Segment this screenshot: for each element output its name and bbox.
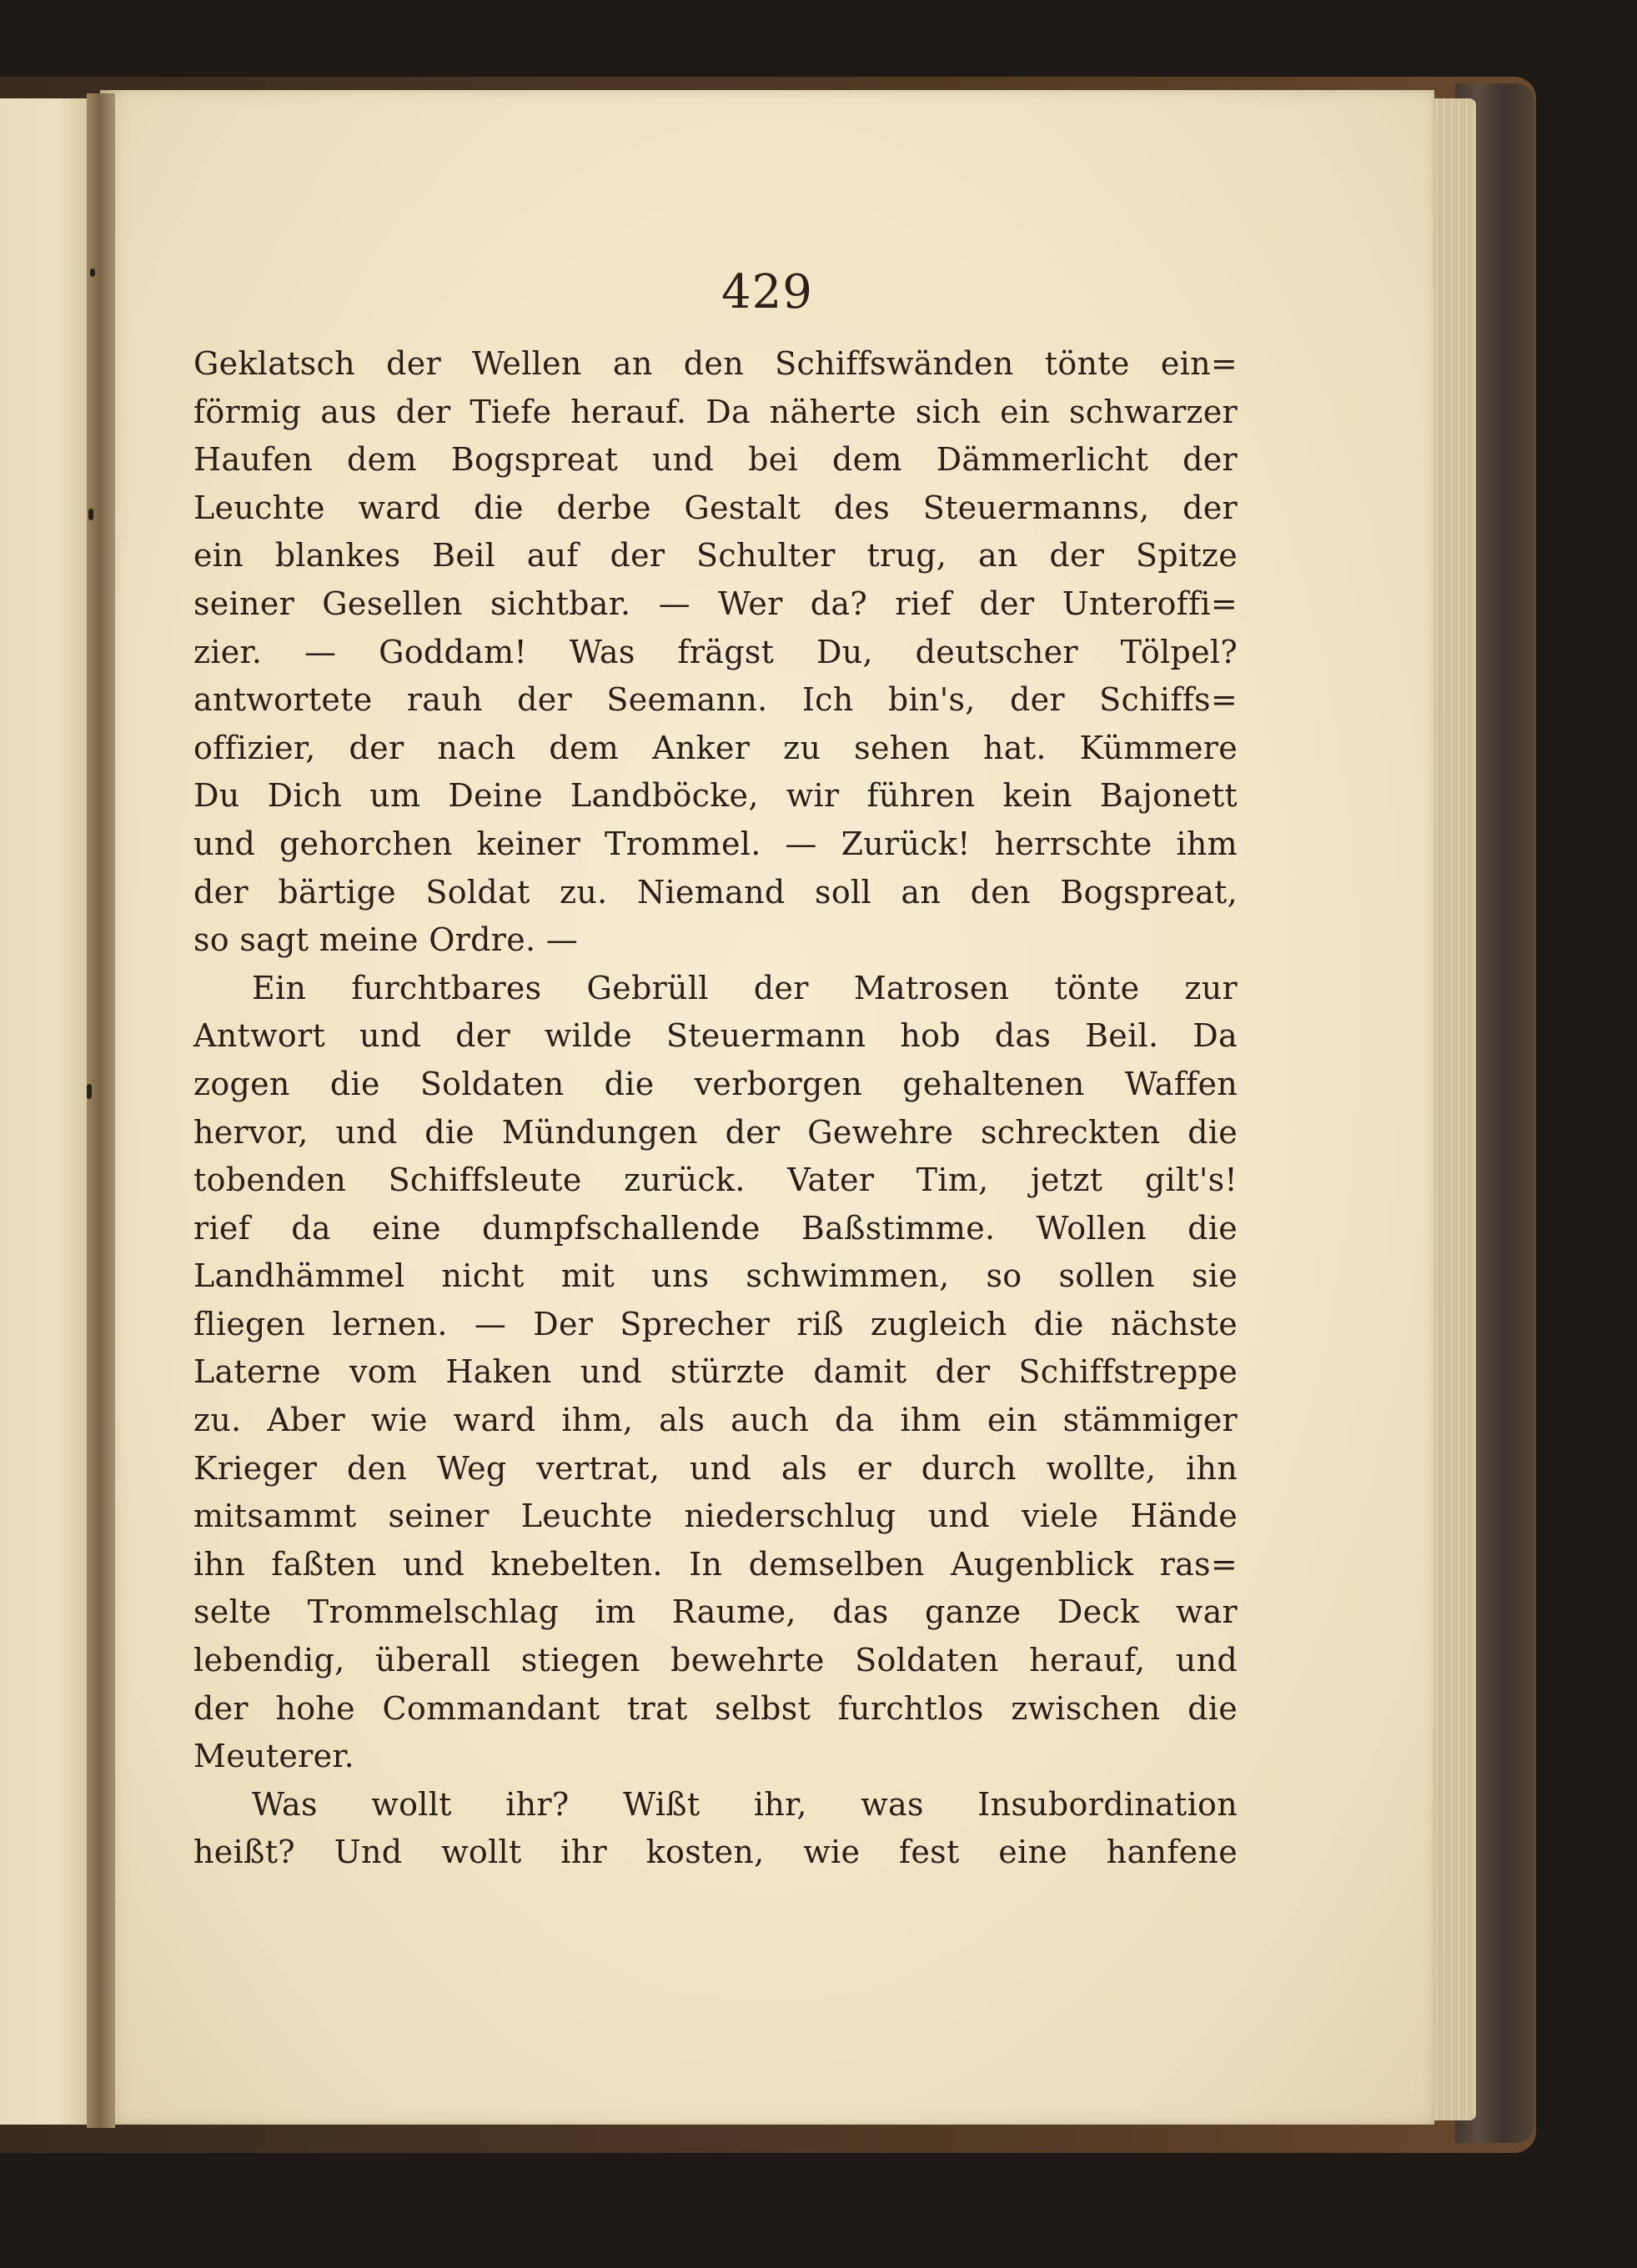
text-line: und gehorchen keiner Trommel. — Zurück! herrschte ihm [193, 825, 1238, 862]
text-line: zier. — Goddam! Was frägst Du, deutscher Tölpel? [193, 633, 1238, 670]
text-line: Landhämmel nicht mit uns schwimmen, so sollen sie [193, 1257, 1238, 1295]
text-line: Geklatsch der Wellen an den Schiffswänden tönte ein= [193, 345, 1238, 382]
text-line: tobenden Schiffsleute zurück. Vater Tim, jetzt gilt's! [193, 1162, 1238, 1199]
text-line: offizier, der nach dem Anker zu sehen hat. Kümmere [193, 729, 1238, 766]
text-line: selte Trommelschlag im Raume, das ganze Deck war [193, 1593, 1238, 1631]
paper-speck [88, 509, 93, 520]
text-line: Leuchte ward die derbe Gestalt des Steuermanns, der [193, 489, 1238, 526]
text-line: Antwort und der wilde Steuermann hob das Beil. Da [193, 1017, 1238, 1055]
text-line: förmig aus der Tiefe herauf. Da näherte sich ein schwarzer [193, 393, 1238, 430]
text-line: Ein furchtbares Gebrüll der Matrosen tönte zur [252, 969, 1238, 1006]
text-line: mitsammt seiner Leuchte niederschlug und viele Hände [193, 1498, 1238, 1535]
text-line: der hohe Commandant trat selbst furchtlos zwischen die [193, 1689, 1238, 1727]
text-line: so sagt meine Ordre. — [193, 921, 579, 959]
text-line: Haufen dem Bogspreat und bei dem Dämmerlicht der [193, 441, 1238, 479]
text-line: ihn faßten und knebelten. In demselben Augenblick ras= [193, 1545, 1238, 1583]
paper-speck [87, 1084, 92, 1099]
text-line: lebendig, überall stiegen bewehrte Soldaten herauf, und [193, 1642, 1238, 1679]
right-page [100, 90, 1434, 2125]
text-line: fliegen lernen. — Der Sprecher riß zugleich die nächste [193, 1305, 1238, 1342]
page-number: 429 [721, 265, 813, 319]
text-line: seiner Gesellen sichtbar. — Wer da? rief der Unteroffi= [193, 585, 1238, 622]
book-gutter [87, 93, 115, 2128]
text-line: Du Dich um Deine Landböcke, wir führen kein Bajonett [193, 777, 1238, 815]
text-line: heißt? Und wollt ihr kosten, wie fest eine hanfene [193, 1834, 1238, 1871]
left-page-edge [0, 98, 98, 2125]
text-line: Krieger den Weg vertrat, und als er durch wollte, ihn [193, 1449, 1238, 1487]
text-line: zu. Aber wie ward ihm, als auch da ihm ein stämmiger [193, 1402, 1238, 1439]
text-line: zogen die Soldaten die verborgen gehaltenen Waffen [193, 1065, 1238, 1102]
text-line: Laterne vom Haken und stürzte damit der Schiffstreppe [193, 1353, 1238, 1391]
text-line: rief da eine dumpfschallende Baßstimme. Wollen die [193, 1209, 1238, 1247]
text-line: antwortete rauh der Seemann. Ich bin's, der Schiffs= [193, 681, 1238, 719]
text-line: ein blankes Beil auf der Schulter trug, an der Spitze [193, 537, 1238, 575]
paper-speck [90, 268, 95, 277]
text-line: Was wollt ihr? Wißt ihr, was Insubordination [252, 1785, 1238, 1823]
text-line: Meuterer. [193, 1738, 355, 1775]
text-line: der bärtige Soldat zu. Niemand soll an den Bogspreat, [193, 873, 1238, 911]
page-text-body [193, 340, 1238, 1877]
text-line: hervor, und die Mündungen der Gewehre schreckten die [193, 1113, 1238, 1151]
